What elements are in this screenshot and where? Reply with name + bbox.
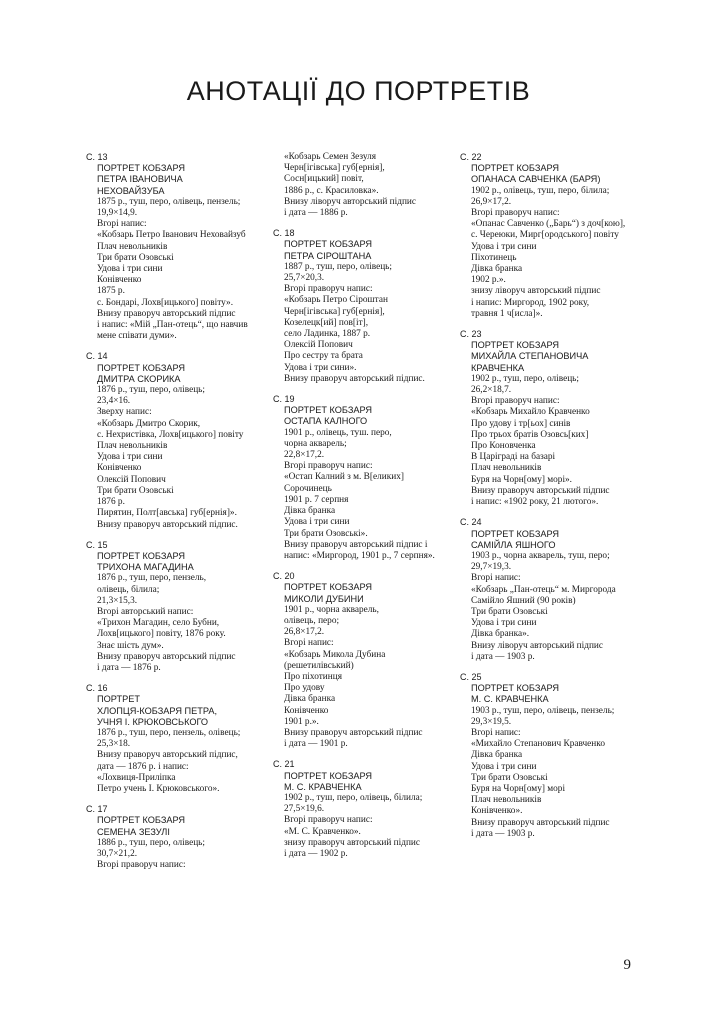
text-line: Про удову і тр[ьох] синів (471, 418, 571, 429)
plate-reference: С. 25 (460, 671, 482, 682)
text-line: Олексій Попович (284, 340, 353, 351)
heading-line: ПОРТРЕТ КОБЗАРЯ (284, 405, 373, 416)
annotation-text (460, 186, 636, 320)
heading-line: М. С. КРАВЧЕНКА (471, 694, 549, 705)
portrait-heading (460, 163, 636, 185)
text-line: 26,9×17,2. (471, 196, 512, 207)
text-line: Вгорі авторський напис: (97, 606, 194, 617)
text-line: Дівка бранка (284, 694, 336, 705)
text-line: 1876 р., туш, перо, пензель, (97, 573, 207, 584)
text-line: Удова і три сини (284, 517, 350, 528)
heading-line: МИКОЛИ ДУБИНИ (284, 593, 364, 604)
text-line: Сосн[ицький] повіт, (284, 174, 364, 185)
text-line: 1902 р., туш, перо, олівець; (471, 373, 579, 384)
text-line: «Кобзарь Петро Сіроштан (284, 295, 388, 306)
text-line: Самійло Яшний (90 років) (471, 595, 576, 606)
text-line: олівець, білила; (97, 584, 160, 595)
annotation-text (86, 728, 262, 795)
annotation-text (273, 605, 449, 751)
text-line: і напис: Миргород, 1902 року, (471, 297, 590, 308)
plate-reference: С. 14 (86, 351, 108, 362)
text-line: і напис: «1902 року, 21 лютого». (471, 497, 599, 508)
annotation-column-2 (273, 152, 449, 869)
text-line: «Михайло Степанович Кравченко (471, 739, 605, 750)
text-line: 1876 р., туш, перо, олівець; (97, 385, 205, 396)
text-line: Конівченко (97, 463, 142, 474)
annotation-entry (273, 152, 449, 219)
text-line: травня 1 ч[исла]». (471, 308, 543, 319)
text-line: 1875 р. (97, 286, 125, 297)
text-line: Буря на Чорн[ому] морі». (471, 474, 572, 485)
heading-line: ОСТАПА КАЛНОГО (284, 416, 368, 427)
text-line: «Трихон Магадин, село Бубни, (97, 618, 220, 629)
annotation-text (273, 262, 449, 385)
text-line: Внизу праворуч авторський підпис і (284, 539, 428, 550)
portrait-heading (460, 529, 636, 551)
text-line: 1902 р.». (471, 275, 506, 286)
text-line: 1903 р., туш, перо, олівець, пензель; (471, 705, 615, 716)
text-line: дата — 1876 р. і напис: (97, 761, 189, 772)
annotation-column-1 (86, 152, 262, 880)
portrait-heading (273, 582, 449, 604)
text-line: Плач невольників (97, 241, 168, 252)
text-line: Внизу праворуч авторський підпис, (97, 750, 238, 761)
text-line: Вгорі праворуч напис: (97, 860, 186, 871)
text-line: «Кобзарь Михайло Кравченко (471, 407, 590, 418)
heading-line: ПОРТРЕТ КОБЗАРЯ (284, 239, 373, 250)
text-line: Вгорі напис: (97, 219, 147, 230)
text-line: Вгорі праворуч напис: (284, 461, 373, 472)
heading-line: ДМИТРА СКОРИКА (97, 373, 181, 384)
text-line: «Кобзарь „Пан-отець“ м. Миргорода (471, 584, 616, 595)
text-line: Внизу праворуч авторський підпис (471, 485, 610, 496)
annotation-text (273, 152, 449, 219)
heading-line: ПОРТРЕТ (97, 694, 140, 705)
heading-line: ПОРТРЕТ КОБЗАРЯ (471, 163, 560, 174)
text-line: с. Бондарі, Лохв[ицького] повіту». (97, 297, 234, 308)
text-line: Вгорі праворуч напис: (471, 208, 560, 219)
heading-line: КРАВЧЕНКА (471, 362, 525, 373)
text-line: і дата — 1901 р. (284, 739, 348, 750)
text-line: 27,5×19,6. (284, 804, 325, 815)
text-line: Про сестру та брата (284, 351, 363, 362)
heading-line: ПОРТРЕТ КОБЗАРЯ (284, 770, 373, 781)
text-line: Внизу праворуч авторський підпис (97, 308, 236, 319)
portrait-heading (86, 551, 262, 573)
text-line: мене співати думи». (97, 331, 177, 342)
text-line: Вгорі напис: (471, 727, 521, 738)
text-line: с. Череюки, Мирг[ородського] повіту (471, 230, 619, 241)
plate-reference: С. 22 (460, 152, 482, 162)
text-line: Внизу праворуч авторський підпис (284, 727, 423, 738)
text-line: 1875 р., туш, перо, олівець, пензель; (97, 196, 241, 207)
text-line: 30,7×21,2. (97, 848, 138, 859)
annotation-text (460, 374, 636, 508)
text-line: і дата — 1902 р. (284, 848, 348, 859)
portrait-heading (86, 363, 262, 385)
plate-reference: С. 17 (86, 804, 108, 815)
text-line: 1887 р., туш, перо, олівець; (284, 261, 392, 272)
heading-line: ПОРТРЕТ КОБЗАРЯ (471, 683, 560, 694)
text-line: село Ладинка, 1887 р. (284, 329, 371, 340)
heading-line: ПОРТРЕТ КОБЗАРЯ (97, 163, 186, 174)
heading-line: ПОРТРЕТ КОБЗАРЯ (471, 340, 560, 351)
annotation-entry (273, 571, 449, 750)
text-line: 1903 р., чорна акварель, туш, перо; (471, 550, 610, 561)
text-line: 1901 р. 7 серпня (284, 494, 349, 505)
annotation-entry (86, 152, 262, 342)
portrait-heading (460, 683, 636, 705)
text-line: Внизу ліворуч авторський підпис (284, 196, 417, 207)
text-line: Внизу праворуч авторський підпис. (97, 519, 238, 530)
text-line: Внизу праворуч авторський підпис. (284, 373, 425, 384)
text-line: Вгорі напис: (284, 638, 334, 649)
text-line: і дата — 1903 р. (471, 651, 535, 662)
text-line: Дівка бранка (284, 506, 336, 517)
text-line: Вгорі праворуч напис: (284, 284, 373, 295)
text-line: напис: «Миргород, 1901 р., 7 серпня». (284, 550, 435, 561)
text-line: (решетилівський) (284, 660, 354, 671)
text-line: і дата — 1903 р. (471, 828, 535, 839)
text-line: Дівка бранка». (471, 629, 530, 640)
annotation-text (460, 551, 636, 663)
heading-line: ПОРТРЕТ КОБЗАРЯ (97, 815, 186, 826)
annotation-entry (273, 759, 449, 860)
heading-line: ПОРТРЕТ КОБЗАРЯ (97, 362, 186, 373)
text-line: Вгорі праворуч напис: (284, 815, 373, 826)
heading-line: ПОРТРЕТ КОБЗАРЯ (284, 582, 373, 593)
text-line: 1876 р. (97, 497, 125, 508)
heading-line: МИХАЙЛА СТЕПАНОВИЧА (471, 351, 589, 362)
text-line: Удова і три сини (471, 241, 537, 252)
heading-line: ОПАНАСА САВЧЕНКА (БАРЯ) (471, 174, 601, 185)
text-line: 19,9×14,9. (97, 208, 138, 219)
annotation-entry (86, 804, 262, 871)
heading-line: ТРИХОНА МАГАДИНА (97, 562, 194, 573)
text-line: і дата — 1886 р. (284, 208, 348, 219)
text-line: 29,3×19,5. (471, 716, 512, 727)
text-line: Три брати Озовські (97, 485, 174, 496)
text-line: Козелецк[ий] пов[іт], (284, 317, 369, 328)
annotation-entry (86, 540, 262, 674)
text-line: Конівченко (97, 275, 142, 286)
text-line: 1876 р., туш, перо, пензель, олівець; (97, 727, 241, 738)
annotation-entry (460, 517, 636, 663)
heading-line: ПОРТРЕТ КОБЗАРЯ (97, 550, 186, 561)
text-line: «М. С. Кравченко». (284, 826, 361, 837)
portrait-heading (86, 694, 262, 728)
annotation-entry (273, 394, 449, 562)
text-line: Удова і три сини». (284, 362, 357, 373)
text-line: Дівка бранка (471, 750, 523, 761)
text-line: 25,3×18. (97, 739, 131, 750)
plate-reference: С. 16 (86, 683, 108, 694)
text-line: 26,2×18,7. (471, 385, 512, 396)
plate-reference: С. 20 (273, 571, 295, 582)
annotation-entry (86, 683, 262, 795)
heading-line: ПОРТРЕТ КОБЗАРЯ (471, 528, 560, 539)
text-line: Плач невольників (97, 441, 168, 452)
annotation-entry (460, 329, 636, 508)
heading-line: М. С. КРАВЧЕНКА (284, 781, 362, 792)
text-line: Про Коновченка (471, 441, 536, 452)
annotation-text (86, 573, 262, 674)
text-line: Конівченко (284, 705, 329, 716)
plate-reference: С. 15 (86, 539, 108, 550)
heading-line: ПЕТРА ІВАНОВИЧА (97, 174, 183, 185)
text-line: 1902 р., олівець, туш, перо, білила; (471, 185, 610, 196)
text-line: Про трьох братів Озовсь[ких] (471, 429, 589, 440)
annotation-entry (86, 351, 262, 530)
text-line: «Лохвиця-Приліпка (97, 772, 176, 783)
text-line: Три брати Озовські (471, 772, 548, 783)
text-line: Конівченко». (471, 806, 523, 817)
plate-reference: С. 24 (460, 517, 482, 528)
text-line: Черн[ігівська] губ[ернія], (284, 163, 385, 174)
text-line: Внизу праворуч авторський підпис (97, 651, 236, 662)
text-line: 26,8×17,2. (284, 627, 325, 638)
plate-reference: С. 19 (273, 394, 295, 405)
annotation-text (86, 838, 262, 872)
text-line: Удова і три сини (97, 264, 163, 275)
annotation-text (273, 793, 449, 860)
text-line: с. Нехристівка, Лохв[ицького] повіту (97, 429, 244, 440)
page-title: АНОТАЦІЇ ДО ПОРТРЕТІВ (186, 76, 531, 106)
annotation-text (460, 706, 636, 840)
text-line: Три брати Озовські». (284, 528, 368, 539)
text-line: Вгорі напис: (471, 573, 521, 584)
text-line: Плач невольників (471, 463, 542, 474)
text-line: 25,7×20,3. (284, 273, 325, 284)
text-line: знизу праворуч авторський підпис (284, 837, 421, 848)
text-line: «Остап Калний з м. В[еликих] (284, 472, 404, 483)
text-line: «Кобзарь Дмитро Скорик, (97, 418, 201, 429)
heading-line: УЧНЯ І. КРЮКОВСЬКОГО (97, 716, 209, 727)
plate-reference: С. 18 (273, 228, 295, 239)
text-line: «Кобзарь Микола Дубина (284, 649, 386, 660)
text-line: «Кобзарь Петро Іванович Неховайзуб (97, 230, 246, 241)
annotation-text (86, 197, 262, 343)
portrait-heading (86, 815, 262, 837)
text-line: Плач невольників (471, 795, 542, 806)
portrait-heading (460, 340, 636, 374)
text-line: 1902 р., туш, перо, олівець, білила; (284, 792, 423, 803)
text-line: і дата — 1876 р. (97, 662, 161, 673)
text-line: «Кобзарь Семен Зезуля (284, 152, 377, 162)
text-line: Удова і три сини (97, 452, 163, 463)
text-line: Внизу ліворуч авторський підпис (471, 640, 604, 651)
text-line: Три брати Озовські (471, 606, 548, 617)
text-line: Пирятин, Полт[авська] губ[ернія]». (97, 508, 237, 519)
plate-reference: С. 13 (86, 152, 108, 162)
text-line: Про піхотинця (284, 671, 342, 682)
portrait-heading (273, 239, 449, 261)
annotation-entry (460, 152, 636, 320)
page-number: 9 (623, 957, 631, 973)
plate-reference: С. 23 (460, 329, 482, 340)
text-line: Лохв[ицького] повіту, 1876 року. (97, 629, 226, 640)
text-line: 1901 р., чорна акварель, (284, 604, 379, 615)
heading-line: НЕХОВАЙЗУБА (97, 185, 165, 196)
heading-line: ПЕТРА СІРОШТАНА (284, 250, 372, 261)
annotation-entry (460, 672, 636, 840)
text-line: чорна акварель; (284, 438, 347, 449)
text-line: Про удову (284, 683, 325, 694)
text-line: 1886 р., туш, перо, олівець; (97, 837, 205, 848)
annotation-text (86, 385, 262, 531)
text-line: 1886 р., с. Красиловка». (284, 185, 379, 196)
annotation-text (273, 428, 449, 562)
text-line: Черн[ігівська] губ[ернія], (284, 306, 385, 317)
text-line: Дівка бранка (471, 264, 523, 275)
text-line: В Царіграді на базарі (471, 452, 556, 463)
text-line: 29,7×19,3. (471, 562, 512, 573)
heading-line: ХЛОПЦЯ-КОБЗАРЯ ПЕТРА, (97, 705, 218, 716)
text-line: Три брати Озовські (97, 252, 174, 263)
text-line: Піхотинець (471, 252, 517, 263)
text-line: Буря на Чорн[ому] морі (471, 783, 566, 794)
heading-line: САМІЙЛА ЯШНОГО (471, 539, 556, 550)
plate-reference: С. 21 (273, 759, 295, 770)
text-line: Удова і три сини (471, 761, 537, 772)
text-line: Внизу праворуч авторський підпис (471, 817, 610, 828)
text-line: Петро учень І. Крюковського». (97, 783, 220, 794)
text-line: Зверху напис: (97, 407, 152, 418)
text-line: 21,3×15,3. (97, 595, 138, 606)
text-line: 1901 р., олівець, туш. перо, (284, 427, 392, 438)
text-line: Сорочинець (284, 483, 332, 494)
portrait-heading (273, 771, 449, 793)
annotation-entry (273, 228, 449, 385)
heading-line: СЕМЕНА ЗЕЗУЛІ (97, 826, 170, 837)
text-line: Олексій Попович (97, 474, 166, 485)
text-line: знизу ліворуч авторський підпис (471, 286, 601, 297)
text-line: олівець, перо; (284, 615, 340, 626)
text-line: «Опанас Савченко („Барь“) з доч[кою], (471, 219, 626, 230)
portrait-heading (273, 405, 449, 427)
annotation-column-3 (460, 152, 636, 849)
text-line: 22,8×17,2. (284, 450, 325, 461)
text-line: Удова і три сини (471, 618, 537, 629)
text-line: Вгорі праворуч напис: (471, 396, 560, 407)
text-line: і напис: «Мій „Пан-отець“, що навчив (97, 320, 248, 331)
text-line: 23,4×16. (97, 396, 131, 407)
portrait-heading (86, 163, 262, 197)
text-line: Знає шість дум». (97, 640, 164, 651)
text-line: 1901 р.». (284, 716, 319, 727)
